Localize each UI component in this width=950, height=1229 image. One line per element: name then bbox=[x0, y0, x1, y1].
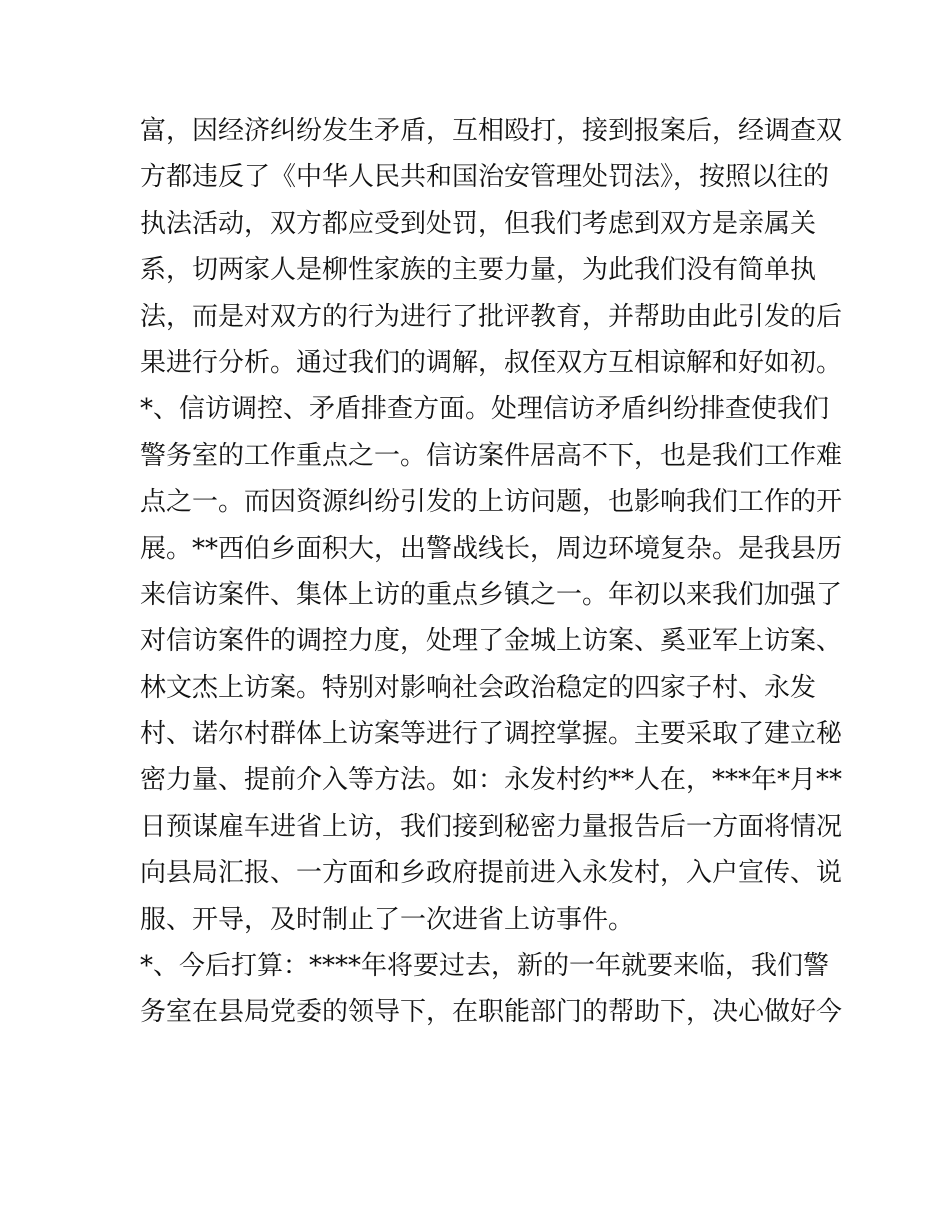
text-line: 村、诺尔村群体上访案等进行了调控掌握。主要采取了建立秘 bbox=[140, 719, 843, 750]
document-body bbox=[140, 108, 843, 1036]
text-line: 警务室的工作重点之一。信访案件居高不下，也是我们工作难 bbox=[140, 440, 843, 471]
text-line: 服、开导，及时制止了一次进省上访事件。 bbox=[140, 904, 635, 935]
text-line: 富，因经济纠纷发生矛盾，互相殴打，接到报案后，经调查双 bbox=[140, 116, 843, 146]
text-line: 向县局汇报、一方面和乡政府提前进入永发村，入户宣传、说 bbox=[140, 858, 843, 889]
text-line: 来信访案件、集体上访的重点乡镇之一。年初以来我们加强了 bbox=[140, 579, 843, 610]
text-line: 日预谋雇车进省上访，我们接到秘密力量报告后一方面将情况 bbox=[140, 811, 843, 842]
text-line: 系，切两家人是柳性家族的主要力量，为此我们没有简单执 bbox=[140, 255, 817, 286]
text-line: 点之一。而因资源纠纷引发的上访问题，也影响我们工作的开 bbox=[140, 487, 843, 518]
text-line: 果进行分析。通过我们的调解，叔侄双方互相谅解和好如初。 bbox=[140, 347, 843, 378]
text-line: 密力量、提前介入等方法。如：永发村约**人在，***年*月** bbox=[140, 765, 843, 796]
text-line: 法，而是对双方的行为进行了批评教育，并帮助由此引发的后 bbox=[140, 301, 843, 332]
text-line: *、信访调控、矛盾排查方面。处理信访矛盾纠纷排查使我们 bbox=[140, 394, 830, 425]
text-line: 执法活动，双方都应受到处罚，但我们考虑到双方是亲属关 bbox=[140, 208, 817, 239]
text-line: 对信访案件的调控力度，处理了金城上访案、奚亚军上访案、 bbox=[140, 626, 843, 657]
text-line: 林文杰上访案。特别对影响社会政治稳定的四家子村、永发 bbox=[140, 672, 817, 703]
text-line: 方都违反了《中华人民共和国治安管理处罚法》，按照以往的 bbox=[140, 162, 830, 193]
text-line: 务室在县局党委的领导下，在职能部门的帮助下，决心做好今 bbox=[140, 997, 843, 1028]
text-line: 展。**西伯乡面积大，出警战线长，周边环境复杂。是我县历 bbox=[140, 533, 843, 564]
text-line: *、今后打算：****年将要过去，新的一年就要来临，我们警 bbox=[140, 951, 830, 982]
